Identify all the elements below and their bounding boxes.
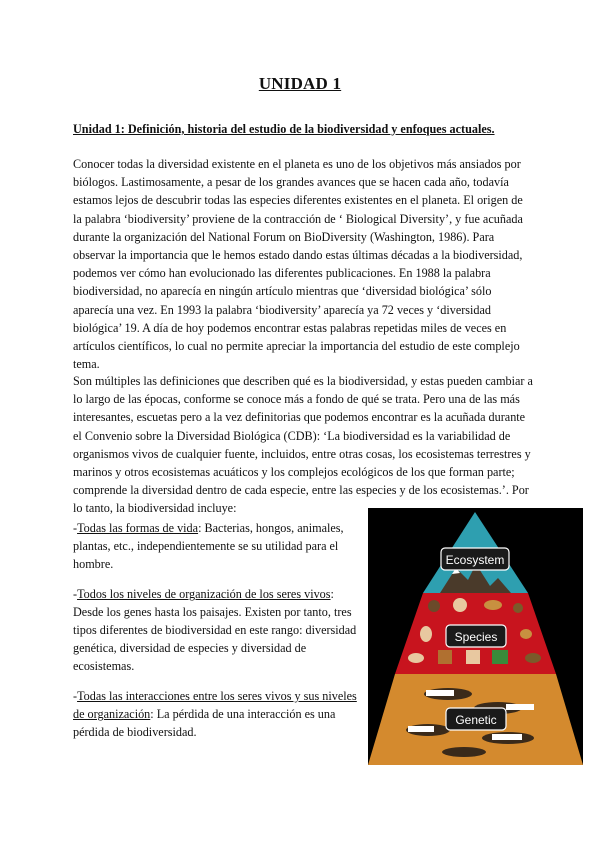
list-item: -Todas las formas de vida: Bacterias, hongos, animales, plantas, etc., independientemente se su utilidad para el hombre. xyxy=(73,521,344,571)
biodiversity-list xyxy=(73,520,366,755)
list-item: -Todas las interacciones entre los seres vivos y sus niveles de organización: La pérdida de una interacción es una pérdida de biodiversidad. xyxy=(73,689,357,739)
list-item: -Todos los niveles de organización de los seres vivos: Desde los genes hasta los paisajes. Existen por tanto, tres tipos diferentes de biodiversidad en este rango: diversidad genética, diversidad de especies y diversidad de ecosistemas. xyxy=(73,587,357,673)
species-label: Species xyxy=(454,630,498,644)
list-item-desc: : Desde los genes hasta los paisajes. Existen por tanto, tres tipos diferentes de biodiversidad en este rango: diversidad genética, diversidad de especies y diversidad de ecosistemas. xyxy=(73,587,357,673)
list-item-desc: : Bacterias, hongos, animales, plantas, etc., independientemente se su utilidad para el hombre. xyxy=(73,521,344,571)
paragraph-origin: Conocer todas la diversidad existente en el planeta es uno de los objetivos más ansiados por biólogos. Lastimosamente, a pesar de los grandes avances que se hacen cada año, todavía estamos lejos de descubrir todas las especies diferentes existentes en el planeta. El origen de la palabra ‘biodiversity’ proviene de la contracción de ‘ Biological Diversity’, y fue acuñada durante la organización del National Forum on BioDiversity (Washington, 1986). Para observar la importancia que le hemos estado dando estas últimas décadas a la biodiversidad, podemos ver cómo han evolucionado las diferentes publicaciones. En 1988 la palabra biodiversidad, no aparecía en ningún artículo mientras que ‘diversidad biológica’ sólo aparecía una vez. En 1993 la palabra ‘biodiversity’ aparecía ya 72 veces y ‘diversidad biológica’ 19. A día de hoy podemos encontrar estas palabras repetidas miles de veces en artículos científicos, lo cual no permite apreciar la importancia del estudio de este complejo tema. xyxy=(73,157,523,372)
genetic-label: Genetic xyxy=(455,713,497,727)
paragraph-definition: Son múltiples las definiciones que describen qué es la biodiversidad, y estas pueden cambiar a lo largo de las épocas, conforme se conoce más a fondo de qué se trata. Pero una de las más interesantes, escuetas pero a la vez definitorias que podemos encontrar es la acuñada durante el Convenio sobre la Diversidad Biológica (CDB): ‘La biodiversidad es la variabilidad de organismos vivos de cualquier fuente, incluidos, entre otras cosas, los ecosistemas terrestres y marinos y otros ecosistemas acuáticos y los complejos ecológicos de los que forman parte; comprende la diversidad dentro de cada especie, entre las especies y de los ecosistemas.’. Por lo tanto, la biodiversidad incluye: xyxy=(73,374,533,516)
page-title: UNIDAD 1 xyxy=(258,74,342,93)
list-item-term: Todas las formas de vida xyxy=(77,521,199,535)
ecosystem-label: Ecosystem xyxy=(445,553,505,567)
list-item-term: Todas las interacciones entre los seres vivos y sus niveles de organización xyxy=(73,689,357,722)
list-item-desc: : La pérdida de una interacción es una pérdida de biodiversidad. xyxy=(73,707,336,739)
biodiversity-pyramid-figure xyxy=(368,508,583,765)
list-item-term: Todos los niveles de organización de los seres vivos xyxy=(77,587,331,602)
section-subtitle: Unidad 1: Definición, historia del estudio de la biodiversidad y enfoques actuales. xyxy=(73,122,495,136)
